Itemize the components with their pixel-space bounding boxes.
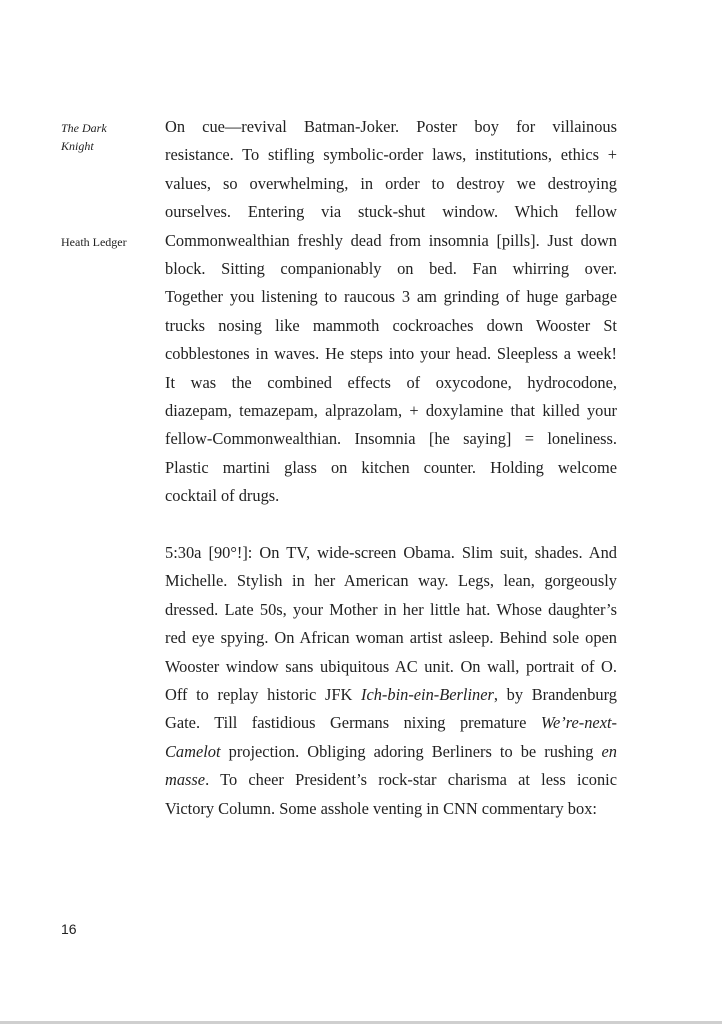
margin-note-line: Knight [61,139,94,153]
margin-note-heath-ledger: Heath Ledger [61,235,127,249]
text-line [165,738,617,766]
italic-phrase: Camelot [165,741,221,761]
italic-phrase: masse [165,770,206,790]
text-line: Together you listening to raucous 3 am grinding of huge garbage [165,287,617,307]
text-line: Michelle. Stylish in her American way. Legs, lean, gorgeously [165,571,617,591]
text-line [165,766,617,794]
text-line: Victory Column. Some asshole venting in CNN commentary box: [165,798,597,818]
italic-phrase: We’re-next- [540,713,617,733]
text-run: . To cheer President’s rock-star charisma at less iconic [205,770,617,790]
italic-phrase: en [601,741,617,761]
text-line [165,709,617,737]
text-run: projection. Obliging adoring Berliners to be rushing [220,741,602,761]
text-line: values, so overwhelming, in order to destroy we destroying [165,173,617,193]
text-line: red eye spying. On African woman artist asleep. Behind sole open [165,628,617,648]
text-line: diazepam, temazepam, alprazolam, + doxylamine that killed your [165,400,617,420]
text-line: resistance. To stifling symbolic-order laws, institutions, ethics + [165,145,617,165]
text-line: It was the combined effects of oxycodone, hydrocodone, [165,372,617,392]
margin-note-the-dark-knight [61,119,157,155]
text-line: Commonwealthian freshly dead from insomnia [pills]. Just down [165,230,617,250]
text-run: Gate. Till fastidious Germans nixing premature [165,713,541,733]
italic-title: Ich-bin-ein-Berliner [360,684,494,704]
paragraph-1 [165,113,617,510]
text-line: trucks nosing like mammoth cockroaches down Wooster St [165,315,617,335]
paragraph-2 [165,539,617,823]
text-line: cocktail of drugs. [165,486,280,506]
text-line: ourselves. Entering via stuck-shut window. Which fellow [165,202,617,222]
text-line: Wooster window sans ubiquitous AC unit. On wall, portrait of O. [165,656,617,676]
text-line: 5:30a [90°!]: On TV, wide-screen Obama. Slim suit, shades. And [165,543,617,562]
text-line: cobblestones in waves. He steps into your head. Sleepless a week! [165,344,617,364]
text-line [165,681,617,709]
text-line: Plastic martini glass on kitchen counter. Holding welcome [165,457,617,477]
text-line: fellow-Commonwealthian. Insomnia [he saying] = loneliness. [165,429,617,449]
text-line: dressed. Late 50s, your Mother in her little hat. Whose daughter’s [165,599,617,619]
text-run: , by Brandenburg [493,684,617,704]
text-line: block. Sitting companionably on bed. Fan whirring over. [165,258,617,278]
page-number: 16 [61,921,77,937]
text-line: On cue—revival Batman-Joker. Poster boy for villainous [165,117,617,136]
margin-note-line: The Dark [61,121,107,135]
text-run: Off to replay historic JFK [165,684,361,704]
